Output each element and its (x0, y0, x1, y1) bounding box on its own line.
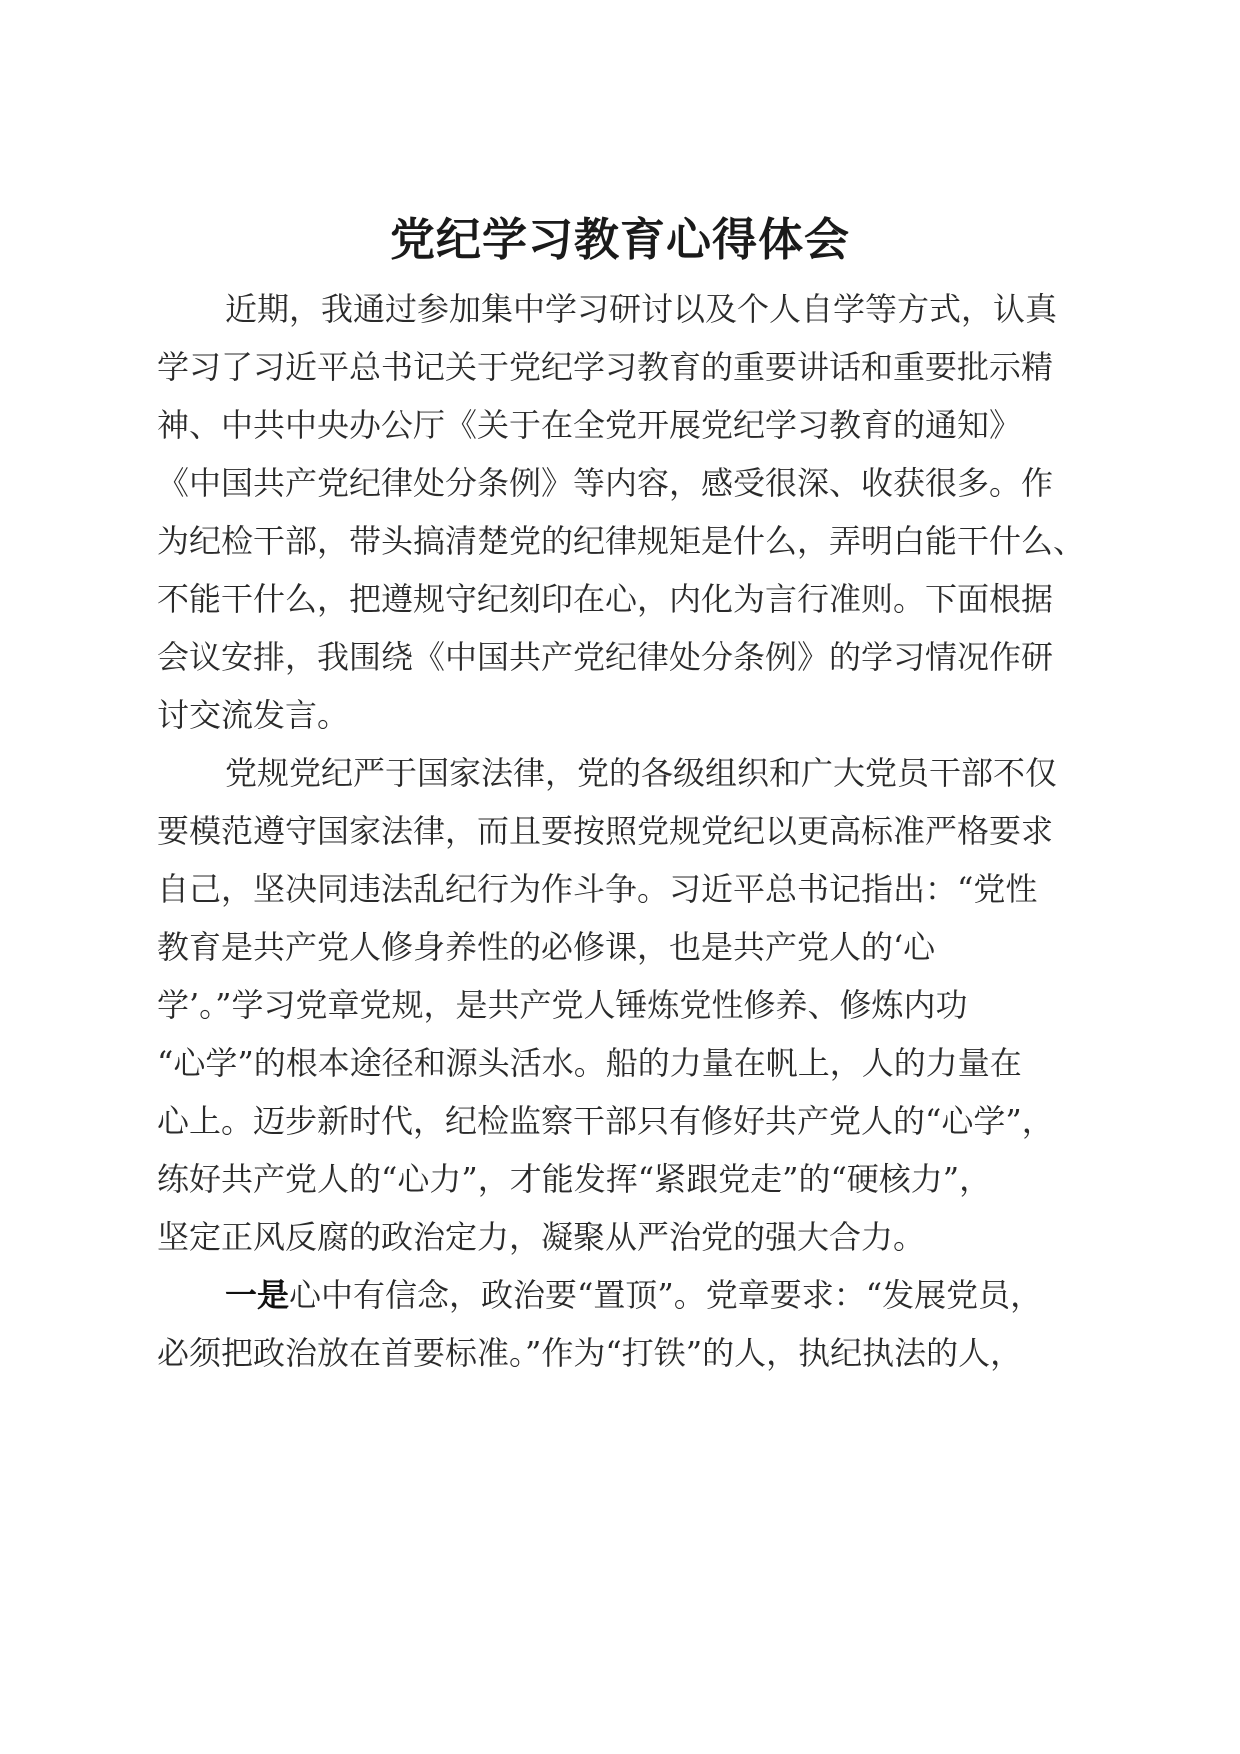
paragraph-3-line-1 (157, 1262, 1185, 1328)
paragraph-2-line-2: 要模范遵守国家法律，而且要按照党规党纪以更高标准严格要求 (157, 812, 1054, 850)
paragraph-1-line-4: 《中国共产党纪律处分条例》等内容，感受很深、收获很多。作 (157, 464, 1054, 502)
paragraph-1-line-8: 讨交流发言。 (157, 696, 350, 734)
paragraph-1-line-3: 神、中共中央办公厅《关于在全党开展党纪学习教育的通知》 (157, 406, 1022, 444)
paragraph-2-line-3: 自己，坚决同违法乱纪行为作斗争。习近平总书记指出：“党性 (157, 870, 1038, 908)
paragraph-2-line-6: “心学”的根本途径和源头活水。船的力量在帆上，人的力量在 (157, 1044, 1022, 1082)
paragraph-2-line-1: 党规党纪严于国家法律，党的各级组织和广大党员干部不仅 (225, 754, 1058, 792)
paragraph-3-bold-lead: 一是 (225, 1276, 290, 1314)
paragraph-1-line-7: 会议安排，我围绕《中国共产党纪律处分条例》的学习情况作研 (157, 638, 1054, 676)
paragraph-2-line-7: 心上。迈步新时代，纪检监察干部只有修好共产党人的“心学”， (157, 1102, 1054, 1140)
paragraph-3-line-2: 必须把政治放在首要标准。”作为“打铁”的人，执纪执法的人， (157, 1334, 1023, 1372)
paragraph-2-line-4: 教育是共产党人修身养性的必修课，也是共产党人的‘心 (157, 928, 936, 966)
document-title: 党纪学习教育心得体会 (389, 213, 850, 266)
paragraph-1-line-1: 近期，我通过参加集中学习研讨以及个人自学等方式，认真 (225, 290, 1058, 328)
paragraph-1-line-6: 不能干什么，把遵规守纪刻印在心，内化为言行准则。下面根据 (157, 580, 1054, 618)
paragraph-2-line-8: 练好共产党人的“心力”，才能发挥“紧跟党走”的“硬核力”， (157, 1160, 992, 1198)
paragraph-2-line-9: 坚定正风反腐的政治定力，凝聚从严治党的强大合力。 (157, 1218, 926, 1256)
paragraph-2-line-5: 学’。”学习党章党规，是共产党人锤炼党性修养、修炼内功 (157, 986, 968, 1024)
paragraph-1-line-2: 学习了习近平总书记关于党纪学习教育的重要讲话和重要批示精 (157, 348, 1054, 386)
paragraph-1-line-5: 为纪检干部，带头搞清楚党的纪律规矩是什么，弄明白能干什么、 (157, 522, 1086, 560)
paragraph-3-line-1-text: 心中有信念，政治要“置顶”。党章要求：“发展党员， (289, 1276, 1043, 1314)
